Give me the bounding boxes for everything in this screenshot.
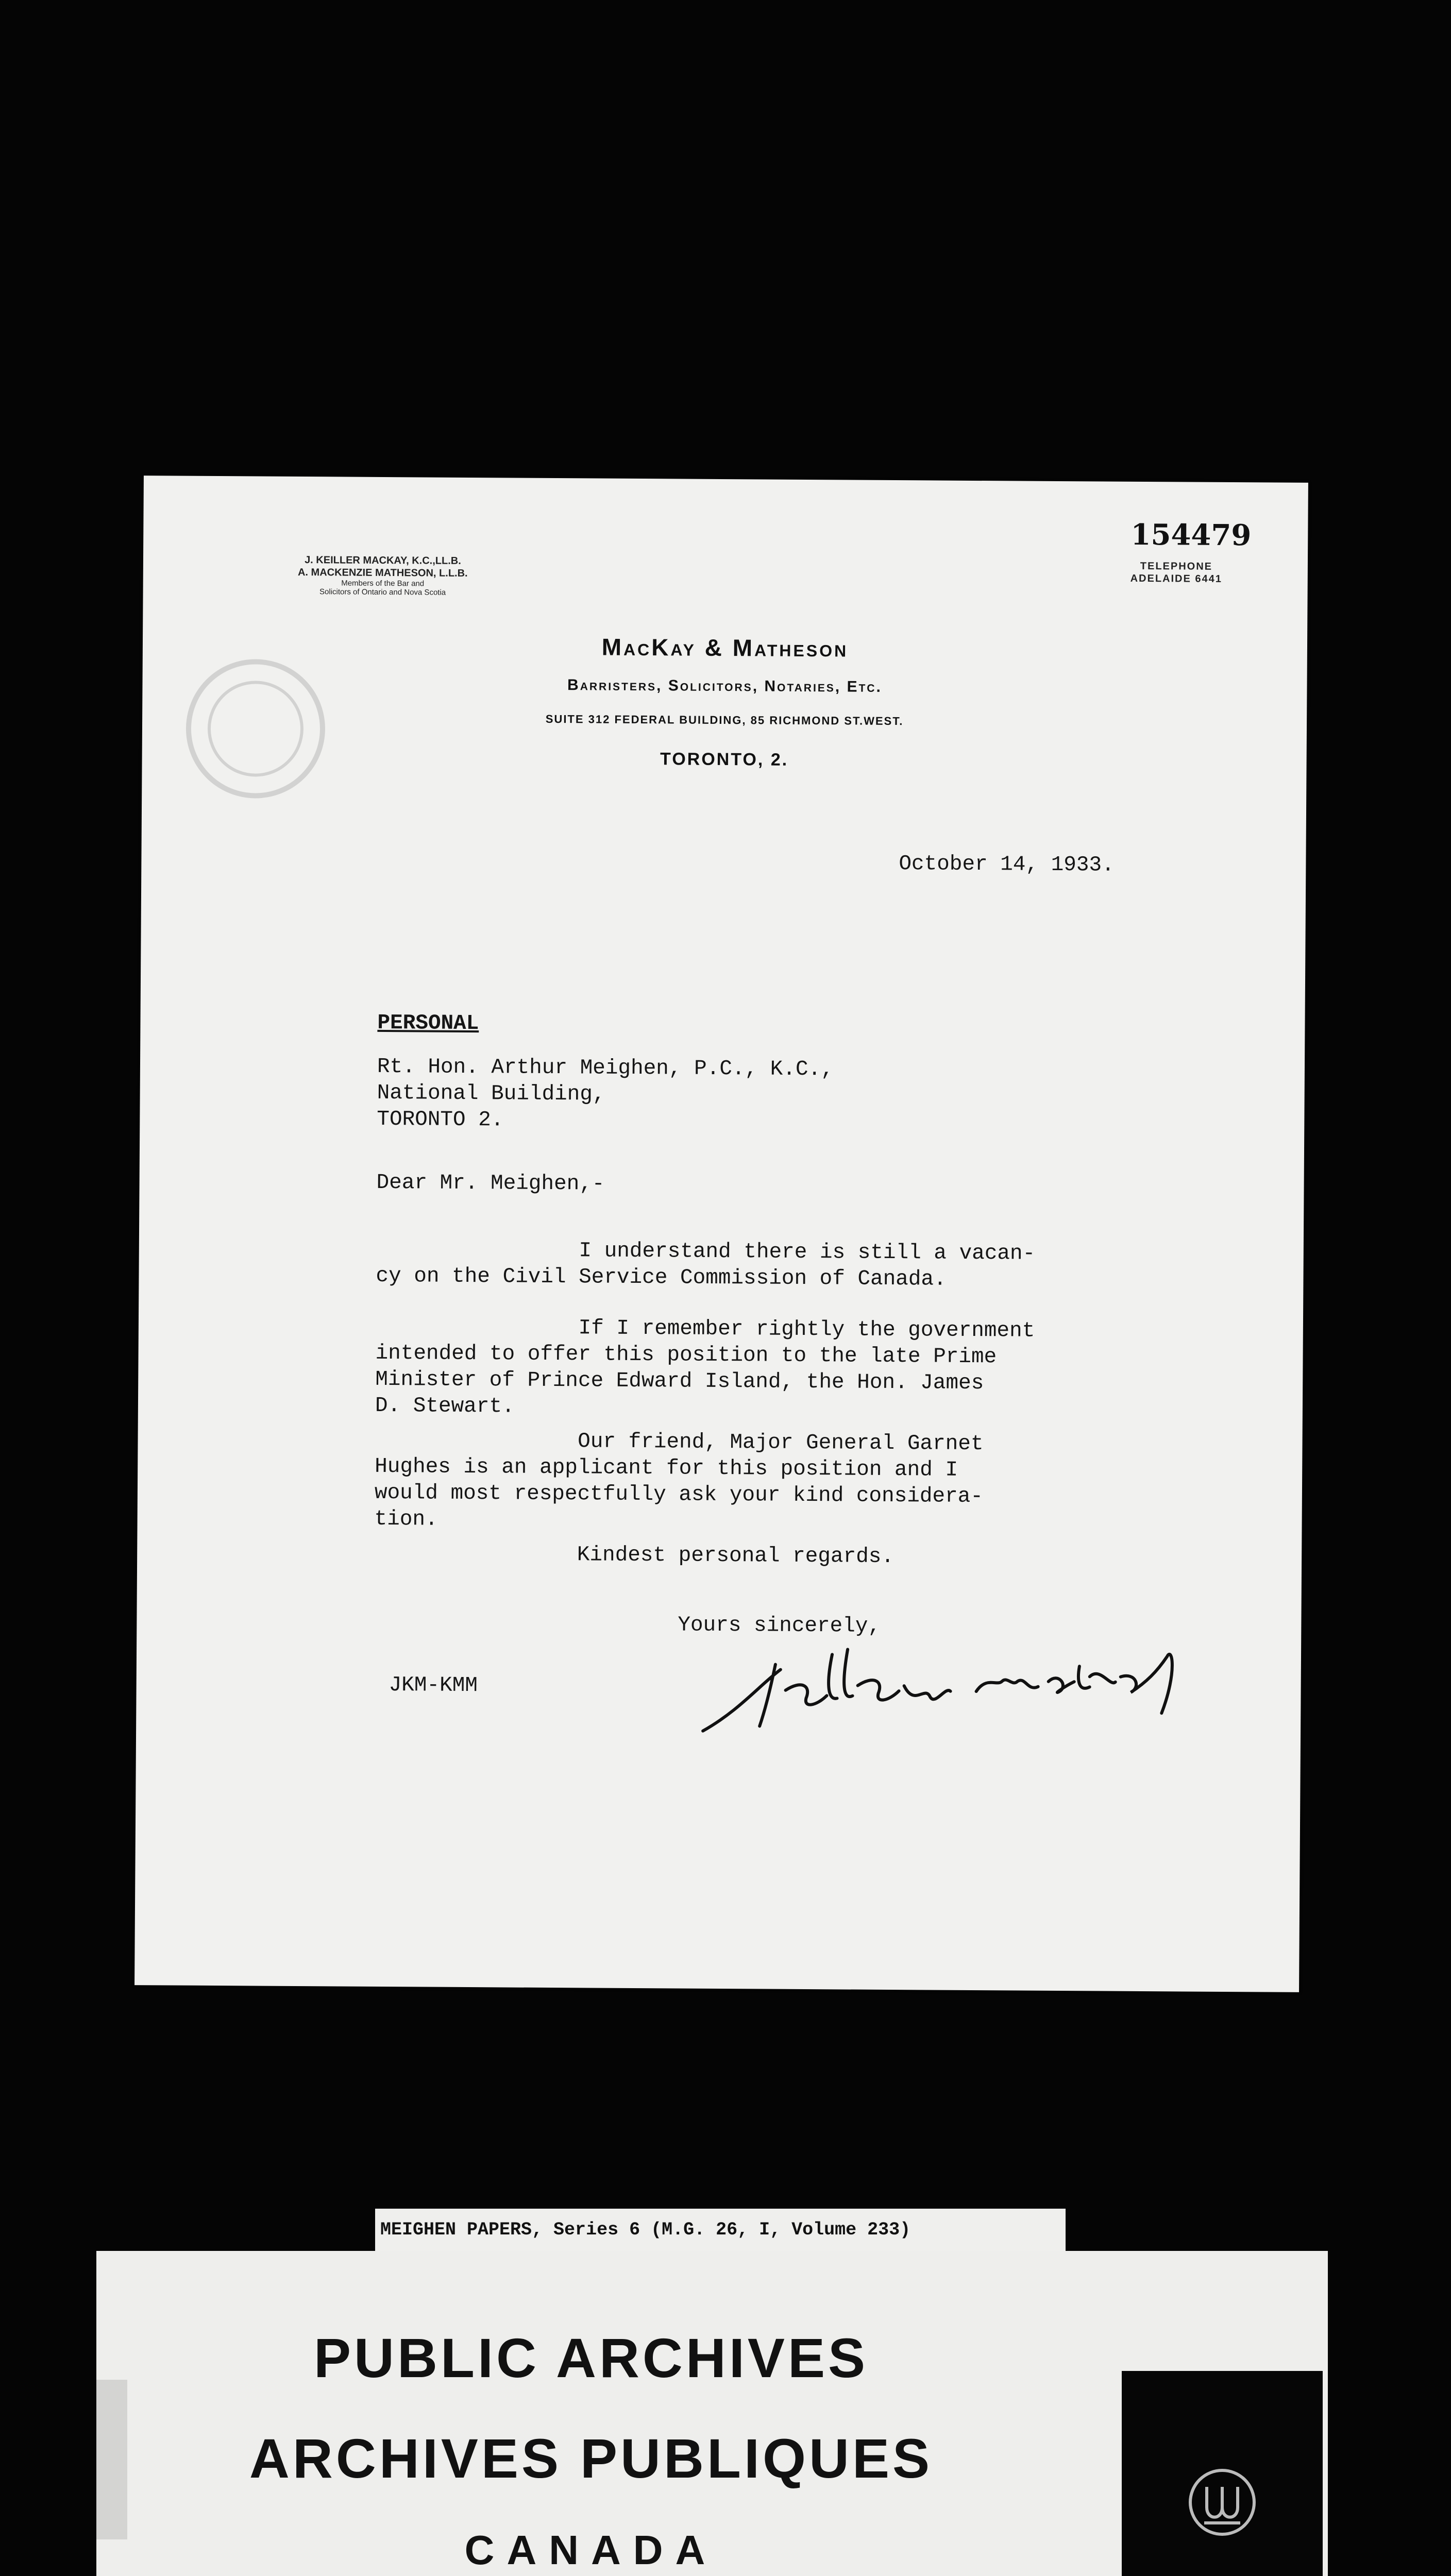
- letter-date: October 14, 1933.: [899, 852, 1115, 877]
- firm-address: SUITE 312 FEDERAL BUILDING, 85 RICHMOND ST.WEST.: [545, 712, 904, 728]
- archive-card: [96, 2251, 1328, 2576]
- typist-initials: JKM-KMM: [389, 1673, 478, 1698]
- archives-logo-icon: [1186, 2466, 1258, 2538]
- archive-logo-panel: [1122, 2371, 1323, 2576]
- paragraph-2: If I remember rightly the government intended to offer this position to the late Prime Minister of Prince Edward Island, the Hon. James D. Stewart.: [375, 1315, 1035, 1419]
- letterhead-partners: [239, 553, 527, 597]
- paragraph-3: Our friend, Major General Garnet Hughes is an applicant for this position and I would most respectfully ask your kind considera- tion.: [374, 1428, 984, 1532]
- closing-regards: Kindest personal regards.: [374, 1541, 895, 1569]
- faint-stamp-icon: [178, 646, 333, 812]
- personal-marking: PERSONAL: [377, 1011, 479, 1036]
- sign-off: Yours sincerely,: [678, 1613, 881, 1638]
- paragraph-1: I understand there is still a vacan- cy on the Civil Service Commission of Canada.: [376, 1238, 1036, 1292]
- archive-line-1: PUBLIC ARCHIVES: [313, 2327, 869, 2389]
- members-line-2: Solicitors of Ontario and Nova Scotia: [319, 587, 446, 597]
- partner-2: A. MACKENZIE MATHESON, L.L.B.: [297, 566, 468, 579]
- archive-line-2: ARCHIVES PUBLIQUES: [249, 2427, 933, 2489]
- partner-1: J. KEILLER MACKAY, K.C.,LL.B.: [305, 554, 461, 567]
- firm-description: Barristers, Solicitors, Notaries, Etc.: [567, 676, 882, 696]
- archive-line-3: CANADA: [464, 2527, 718, 2573]
- telephone-number: ADELAIDE 6441: [1130, 572, 1222, 585]
- document-number: 154479: [1131, 517, 1252, 553]
- salutation: Dear Mr. Meighen,-: [376, 1171, 605, 1196]
- recipient-address: Rt. Hon. Arthur Meighen, P.C., K.C., National Building, TORONTO 2.: [377, 1055, 834, 1132]
- firm-name: MacKay & Matheson: [601, 633, 849, 662]
- telephone-block: [1099, 560, 1254, 585]
- handwritten-signature: [698, 1607, 1188, 1744]
- members-line-1: Members of the Bar and: [341, 579, 425, 588]
- firm-city: TORONTO, 2.: [660, 749, 789, 770]
- letter-page: [134, 476, 1308, 1992]
- series-label-strip: MEIGHEN PAPERS, Series 6 (M.G. 26, I, Volume 233): [375, 2209, 1066, 2251]
- telephone-label: TELEPHONE: [1140, 560, 1213, 572]
